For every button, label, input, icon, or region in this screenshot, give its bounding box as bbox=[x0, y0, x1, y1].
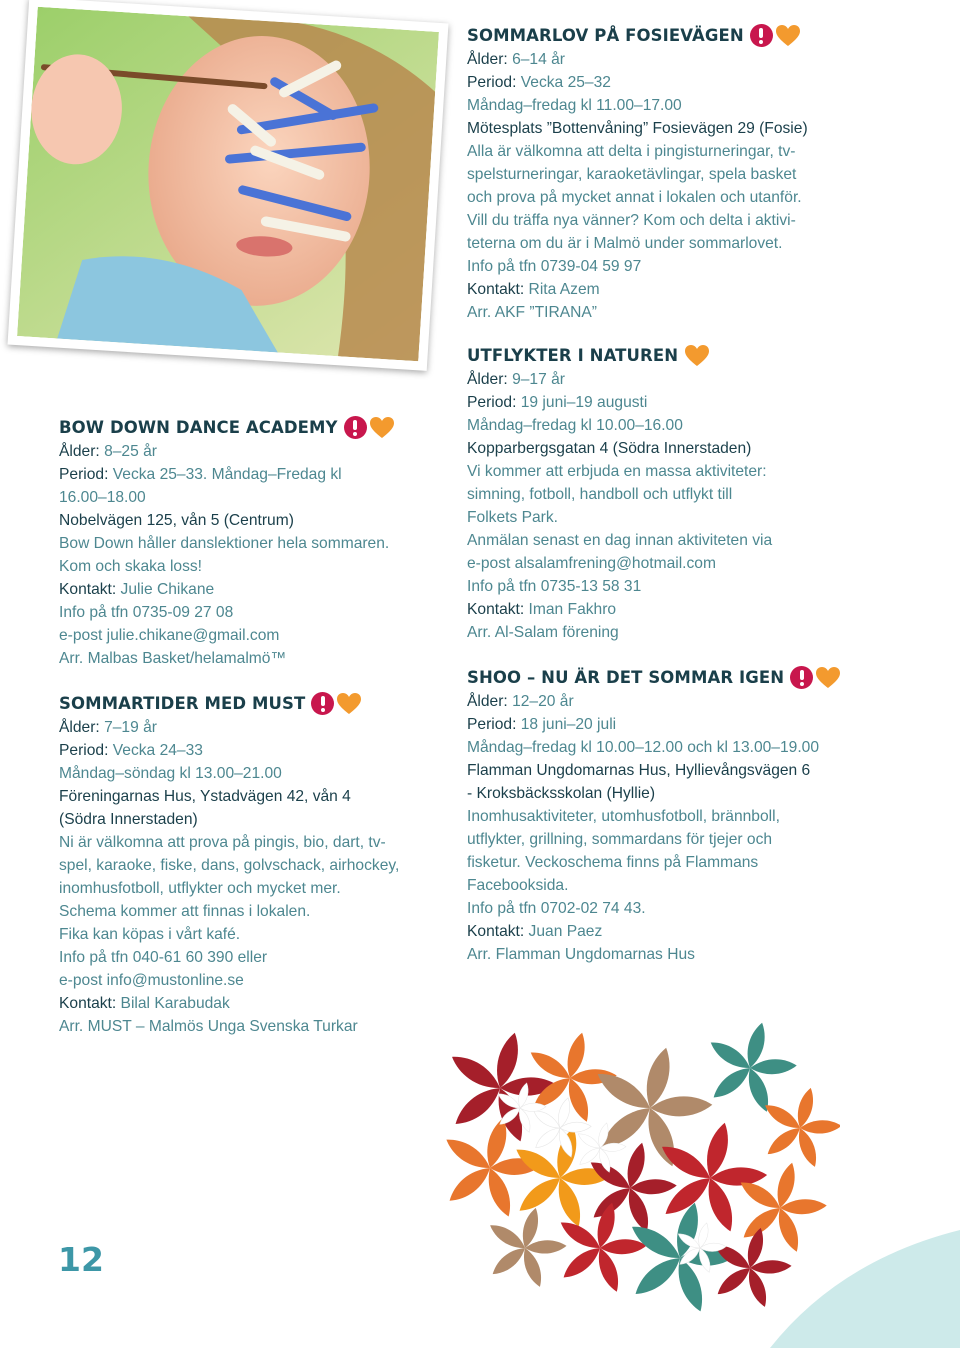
exclamation-badge-icon bbox=[750, 24, 773, 47]
heart-badge-icon bbox=[684, 344, 710, 367]
desc-line: Alla är välkomna att delta i pingisturneringar, tv- bbox=[467, 143, 796, 160]
period-line bbox=[59, 739, 459, 762]
petal bbox=[714, 1263, 755, 1299]
contact-line bbox=[59, 992, 459, 1015]
period-label: Period: bbox=[59, 742, 109, 759]
hours-line: Måndag–söndag kl 13.00–21.00 bbox=[59, 765, 282, 782]
exclamation-badge-icon bbox=[344, 416, 367, 439]
desc-line: spel, karaoke, fiske, dans, golvschack, airhockey, bbox=[59, 857, 400, 874]
arr-line: Arr. AKF ”TIRANA” bbox=[467, 304, 597, 321]
desc-line: utflykter, grillning, sommardans för tjejer och bbox=[467, 831, 773, 848]
age-label: Ålder: bbox=[467, 693, 508, 710]
info-line: e-post julie.chikane@gmail.com bbox=[59, 627, 280, 644]
corner-decoration bbox=[760, 1230, 960, 1348]
desc-line: Info på tfn 0702-02 74 43. bbox=[467, 900, 646, 917]
period-label: Period: bbox=[467, 716, 517, 733]
title-text: SOMMARTIDER MED MUST bbox=[59, 693, 306, 713]
location-line: (Södra Innerstaden) bbox=[59, 811, 198, 828]
petal bbox=[780, 1198, 828, 1215]
location-line: Mötesplats ”Bottenvåning” Fosievägen 29 (Fosie) bbox=[467, 120, 808, 137]
location-line: Flamman Ungdomarnas Hus, Hyllievångsvägen 6 bbox=[467, 762, 811, 779]
flower-icon bbox=[487, 1206, 567, 1289]
contact-label: Kontakt: bbox=[467, 923, 525, 940]
entry-bowdown bbox=[59, 414, 459, 670]
arr-line: Arr. Flamman Ungdomarnas Hus bbox=[467, 946, 695, 963]
heart-badge-icon bbox=[815, 666, 841, 689]
age-label: Ålder: bbox=[467, 371, 508, 388]
desc-line: Ni är välkomna att prova på pingis, bio, dart, tv- bbox=[59, 834, 386, 851]
desc-line: teterna om du är i Malmö under sommarlovet. bbox=[467, 235, 783, 252]
contact-value: Juan Paez bbox=[524, 923, 603, 940]
desc-line: inomhusfotboll, utflykter och mycket mer. bbox=[59, 880, 341, 897]
hours-line: 16.00–18.00 bbox=[59, 489, 146, 506]
heart-badge-icon bbox=[369, 416, 395, 439]
exclamation-badge-icon bbox=[311, 692, 334, 715]
age-line bbox=[467, 48, 887, 71]
desc-line: Facebooksida. bbox=[467, 877, 569, 894]
contact-value: Julie Chikane bbox=[116, 581, 215, 598]
right-column bbox=[467, 342, 887, 986]
desc-line: Folkets Park. bbox=[467, 509, 558, 526]
petal bbox=[514, 1172, 565, 1218]
age-line bbox=[467, 368, 887, 391]
desc-line: och prova på mycket annat i lokalen och utanför. bbox=[467, 189, 802, 206]
desc-line: Inomhusaktiviteter, utomhusfotboll, brännboll, bbox=[467, 808, 780, 825]
period-value: Vecka 25–32 bbox=[516, 74, 611, 91]
period-label: Period: bbox=[467, 74, 517, 91]
badges bbox=[750, 24, 801, 47]
right-top-column bbox=[467, 22, 887, 344]
age-line bbox=[59, 716, 459, 739]
badges bbox=[311, 692, 362, 715]
desc-line: Kom och skaka loss! bbox=[59, 558, 203, 575]
page-number: 12 bbox=[58, 1240, 104, 1279]
face-painting-photo bbox=[7, 0, 448, 371]
age-line bbox=[467, 690, 887, 713]
period-label: Period: bbox=[467, 394, 517, 411]
hours-line: Måndag–fredag kl 10.00–12.00 och kl 13.00–19.00 bbox=[467, 739, 820, 756]
heart-badge-icon bbox=[775, 24, 801, 47]
title-text: SHOO – NU ÄR DET SOMMAR IGEN bbox=[467, 667, 785, 687]
location-line: - Kroksbäcksskolan (Hyllie) bbox=[467, 785, 656, 802]
left-column bbox=[59, 414, 459, 1058]
desc-line: Anmälan senast en dag innan aktiviteten via bbox=[467, 532, 773, 549]
badges bbox=[790, 666, 841, 689]
title-text: BOW DOWN DANCE ACADEMY bbox=[59, 417, 338, 437]
petal bbox=[649, 1095, 712, 1118]
entry-title bbox=[467, 22, 887, 48]
entry-title bbox=[467, 664, 887, 690]
hours-line: Måndag–fredag kl 11.00–17.00 bbox=[467, 97, 682, 114]
age-value: 8–25 år bbox=[99, 443, 157, 460]
contact-label: Kontakt: bbox=[59, 581, 117, 598]
desc-line: simning, fotboll, handboll och utflykt till bbox=[467, 486, 733, 503]
desc-line: Bow Down håller danslektioner hela sommaren. bbox=[59, 535, 390, 552]
desc-line: Fika kan köpas i vårt kafé. bbox=[59, 926, 241, 943]
contact-value: Iman Fakhro bbox=[524, 601, 617, 618]
petal bbox=[709, 1062, 755, 1103]
period-line bbox=[467, 391, 887, 414]
photo-illustration bbox=[17, 7, 439, 362]
location-line: Nobelvägen 125, vån 5 (Centrum) bbox=[59, 512, 294, 529]
petal bbox=[444, 1162, 495, 1208]
info-line: Info på tfn 0735-09 27 08 bbox=[59, 604, 234, 621]
age-value: 7–19 år bbox=[99, 719, 157, 736]
petal bbox=[750, 1058, 798, 1075]
flower-icon bbox=[762, 1086, 840, 1169]
petal bbox=[710, 1166, 768, 1187]
location-line: Kopparbergsgatan 4 (Södra Innerstaden) bbox=[467, 440, 752, 457]
badges bbox=[344, 416, 395, 439]
desc-line: e-post info@mustonline.se bbox=[59, 972, 244, 989]
entry-must bbox=[59, 690, 459, 1038]
flower-icon bbox=[657, 1120, 768, 1234]
desc-line: Info på tfn 0739-04 59 97 bbox=[467, 258, 642, 275]
desc-line: Vi kommer att erbjuda en massa aktiviteter: bbox=[467, 463, 767, 480]
age-value: 9–17 år bbox=[507, 371, 565, 388]
petal bbox=[525, 1239, 567, 1254]
hours-line: Måndag–fredag kl 10.00–16.00 bbox=[467, 417, 683, 434]
age-label: Ålder: bbox=[59, 443, 100, 460]
entry-utflykter bbox=[467, 342, 887, 644]
desc-line: fisketur. Veckoschema finns på Flammans bbox=[467, 854, 759, 871]
period-value: Vecka 25–33. Måndag–Fredag kl bbox=[108, 466, 342, 483]
exclamation-badge-icon bbox=[790, 666, 813, 689]
desc-line: Schema kommer att finnas i lokalen. bbox=[59, 903, 311, 920]
age-line bbox=[59, 440, 459, 463]
period-value: 19 juni–19 augusti bbox=[516, 394, 648, 411]
title-text: UTFLYKTER I NATUREN bbox=[467, 345, 679, 365]
period-value: 18 juni–20 juli bbox=[516, 716, 617, 733]
badges bbox=[684, 344, 710, 367]
entry-title bbox=[59, 690, 459, 716]
entry-shoo bbox=[467, 664, 887, 966]
entry-title bbox=[467, 342, 887, 368]
location-line: Föreningarnas Hus, Ystadvägen 42, vån 4 bbox=[59, 788, 351, 805]
contact-label: Kontakt: bbox=[467, 281, 525, 298]
entry-title bbox=[59, 414, 459, 440]
title-text: SOMMARLOV PÅ FOSIEVÄGEN bbox=[467, 25, 744, 45]
petal bbox=[559, 1242, 605, 1283]
contact-label: Kontakt: bbox=[59, 995, 117, 1012]
desc-line: e-post alsalamfrening@hotmail.com bbox=[467, 555, 716, 572]
desc-line: Info på tfn 040-61 60 390 eller bbox=[59, 949, 268, 966]
petal bbox=[764, 1123, 805, 1159]
period-label: Period: bbox=[59, 466, 109, 483]
contact-line bbox=[467, 920, 887, 943]
petal bbox=[630, 1251, 686, 1301]
entry-sommarlov bbox=[467, 22, 887, 324]
heart-badge-icon bbox=[336, 692, 362, 715]
desc-line: Vill du träffa nya vänner? Kom och delta i aktivi- bbox=[467, 212, 796, 229]
contact-value: Rita Azem bbox=[524, 281, 600, 298]
age-value: 12–20 år bbox=[507, 693, 574, 710]
contact-line bbox=[467, 598, 887, 621]
arr-line: Arr. Malbas Basket/helamalmö™ bbox=[59, 650, 287, 667]
contact-line bbox=[467, 278, 887, 301]
age-value: 6–14 år bbox=[507, 51, 565, 68]
arr-line: Arr. MUST – Malmös Unga Svenska Turkar bbox=[59, 1018, 358, 1035]
contact-label: Kontakt: bbox=[467, 601, 525, 618]
flower-icon bbox=[707, 1021, 797, 1114]
period-line bbox=[467, 713, 887, 736]
petal bbox=[489, 1243, 530, 1279]
age-label: Ålder: bbox=[467, 51, 508, 68]
petal bbox=[450, 1081, 506, 1131]
contact-value: Bilal Karabudak bbox=[116, 995, 230, 1012]
petal bbox=[630, 1178, 678, 1195]
period-line bbox=[59, 463, 459, 486]
desc-line: spelsturneringar, karaoketävlingar, spela basket bbox=[467, 166, 797, 183]
period-line bbox=[467, 71, 887, 94]
desc-line: Info på tfn 0735-13 58 31 bbox=[467, 578, 642, 595]
age-label: Ålder: bbox=[59, 719, 100, 736]
petal bbox=[600, 1238, 648, 1255]
arr-line: Arr. Al-Salam förening bbox=[467, 624, 619, 641]
contact-line bbox=[59, 578, 459, 601]
period-value: Vecka 24–33 bbox=[108, 742, 203, 759]
